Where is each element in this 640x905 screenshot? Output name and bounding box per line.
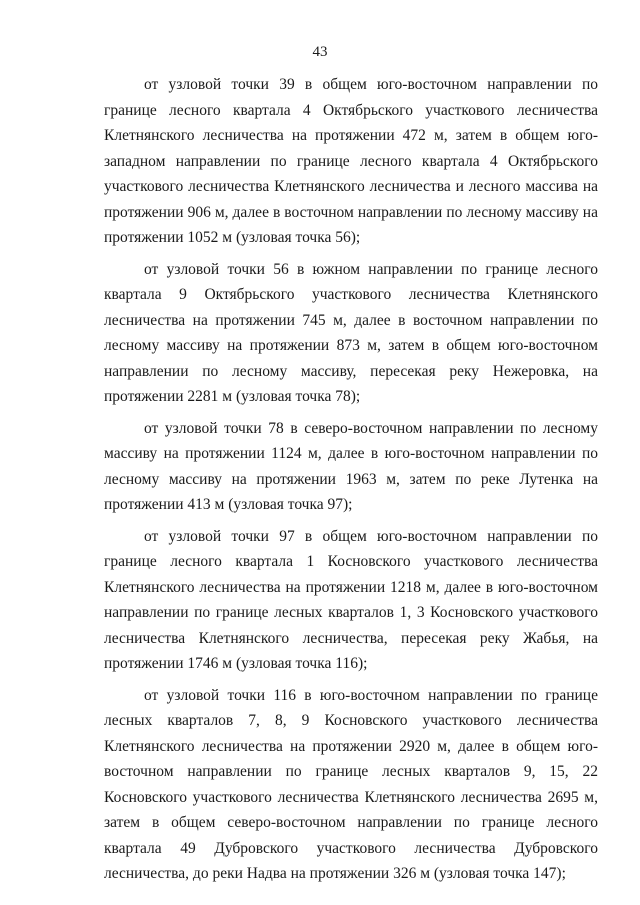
paragraph-1: от узловой точки 39 в общем юго-восточном направлении по границе лесного квартала 4 Октябрьского участкового лесничества Клетнянского лесничества на протяжении 472 м, затем в общем юго-западном направлении по границе лесного квартала 4 Октябрьского участкового лесничества Клетнянского лесничества и лесного массива на протяжении 906 м, далее в восточном направлении по лесному массиву на протяжении 1052 м (узловая точка 56); — [104, 76, 598, 246]
paragraph-2: от узловой точки 56 в южном направлении по границе лесного квартала 9 Октябрьского участкового лесничества Клетнянского лесничества на протяжении 745 м, далее в восточном направлении по лесному массиву на протяжении 873 м, затем в общем юго-восточном направлении по лесному массиву, пересекая реку Нежеровка, на протяжении 2281 м (узловая точка 78); — [104, 260, 598, 405]
paragraph-4: от узловой точки 97 в общем юго-восточном направлении по границе лесного квартала 1 Косновского участкового лесничества Клетнянского лесничества на протяжении 1218 м, далее в юго-восточном направлении по границе лесных кварталов 1, 3 Косновского участкового лесничества Клетнянского лесничества, пересекая реку Жабья, на протяжении 1746 м (узловая точка 116); — [104, 527, 598, 672]
paragraph-5: от узловой точки 116 в юго-восточном направлении по границе лесных кварталов 7, 8, 9 Косновского участкового лесничества Клетнянского лесничества на протяжении 2920 м, далее в общем юго-восточном направлении по границе лесных кварталов 9, 15, 22 Косновского участкового лесничества Клетнянского лесничества 2695 м, затем в общем северо-восточном направлении по границе лесного квартала 49 Дубровского участкового лесничества Дубровского лесничества, до реки Надва на протяжении 326 м (узловая точка 147); — [104, 686, 598, 882]
paragraph-3: от узловой точки 78 в северо-восточном направлении по лесному массиву на протяжении 1124 м, далее в юго-восточном направлении по лесному массиву на протяжении 1963 м, затем по реке Лутенка на протяжении 413 м (узловая точка 97); — [104, 419, 598, 513]
page-number: 43 — [312, 44, 328, 60]
document-body — [104, 72, 598, 893]
